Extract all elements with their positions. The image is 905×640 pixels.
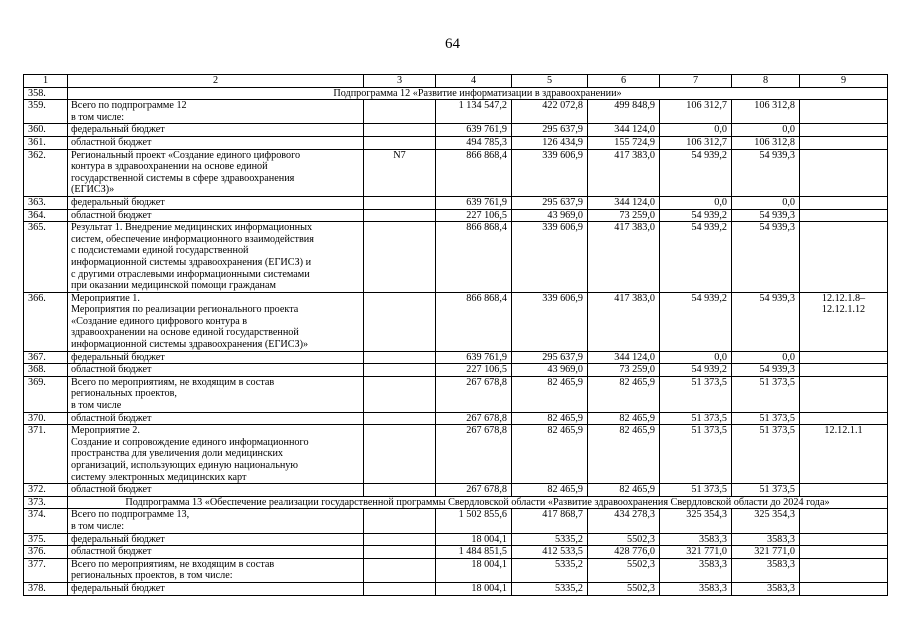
total-cell: 866 868,4 [436, 222, 512, 293]
row-number: 366. [24, 292, 68, 351]
row-name-line: «Создание единого цифрового контура в [71, 315, 248, 327]
goal-code-cell [364, 376, 436, 412]
row-number: 370. [24, 412, 68, 425]
amount-cell: 0,0 [660, 196, 732, 209]
target-ref-cell [800, 136, 888, 149]
amount-cell: 51 373,5 [660, 425, 732, 484]
table-row [24, 509, 888, 533]
total-cell: 18 004,1 [436, 558, 512, 582]
goal-code-cell [364, 351, 436, 364]
total-cell: 1 484 851,5 [436, 546, 512, 559]
row-name-line: пространства для увеличения доли медицинских [71, 448, 284, 460]
amount-cell: 82 465,9 [588, 484, 660, 497]
amount-cell: 106 312,7 [660, 136, 732, 149]
column-header: 8 [732, 75, 800, 88]
row-number: 363. [24, 196, 68, 209]
target-ref-cell [800, 149, 888, 196]
row-name-line: здравоохранении на основе единой государственной [71, 327, 299, 339]
row-number: 358. [24, 87, 68, 100]
target-ref-cell [800, 222, 888, 293]
table-row [24, 100, 888, 124]
amount-cell: 434 278,3 [588, 509, 660, 533]
amount-cell: 82 465,9 [588, 376, 660, 412]
amount-cell: 51 373,5 [732, 412, 800, 425]
amount-cell: 51 373,5 [660, 376, 732, 412]
row-name [68, 558, 364, 582]
goal-code-cell [364, 209, 436, 222]
amount-cell: 344 124,0 [588, 196, 660, 209]
column-header: 3 [364, 75, 436, 88]
row-name-line: Всего по мероприятиям, не входящим в состав [71, 376, 275, 388]
amount-cell: 82 465,9 [512, 484, 588, 497]
amount-cell: 3583,3 [660, 558, 732, 582]
amount-cell: 0,0 [732, 196, 800, 209]
total-cell: 639 761,9 [436, 196, 512, 209]
row-number: 364. [24, 209, 68, 222]
amount-cell: 51 373,5 [660, 484, 732, 497]
amount-cell: 0,0 [660, 124, 732, 137]
total-cell: 866 868,4 [436, 149, 512, 196]
row-name-line: Мероприятие 1. [71, 292, 140, 304]
amount-cell: 43 969,0 [512, 364, 588, 377]
total-cell: 227 106,5 [436, 364, 512, 377]
total-cell: 267 678,8 [436, 376, 512, 412]
amount-cell: 54 939,2 [660, 149, 732, 196]
amount-cell: 428 776,0 [588, 546, 660, 559]
amount-cell: 82 465,9 [512, 412, 588, 425]
row-number: 375. [24, 533, 68, 546]
target-ref-cell [800, 196, 888, 209]
row-name-line: Всего по мероприятиям, не входящим в состав [71, 558, 275, 570]
total-cell: 866 868,4 [436, 292, 512, 351]
goal-code-cell: N7 [364, 149, 436, 196]
row-name-line: областной бюджет [71, 412, 152, 424]
row-number: 360. [24, 124, 68, 137]
target-ref-cell [800, 351, 888, 364]
goal-code-cell [364, 425, 436, 484]
target-ref-cell [800, 376, 888, 412]
row-name [68, 509, 364, 533]
amount-cell: 0,0 [732, 351, 800, 364]
row-name-line: областной бюджет [71, 546, 152, 558]
row-name-line: Мероприятия по реализации регионального проекта [71, 304, 299, 316]
table-row [24, 351, 888, 364]
row-name-line: федеральный бюджет [71, 582, 165, 594]
amount-cell: 339 606,9 [512, 149, 588, 196]
table-row [24, 412, 888, 425]
row-number: 369. [24, 376, 68, 412]
amount-cell: 106 312,8 [732, 100, 800, 124]
total-cell: 267 678,8 [436, 412, 512, 425]
target-ref-cell [800, 558, 888, 582]
section-row [24, 87, 888, 100]
goal-code-cell [364, 364, 436, 377]
amount-cell: 417 383,0 [588, 222, 660, 293]
row-name-line: Мероприятие 2. [71, 425, 140, 437]
row-name-line: областной бюджет [71, 209, 152, 221]
row-number: 371. [24, 425, 68, 484]
budget-table [23, 74, 888, 596]
row-name-line: Создание и сопровождение единого информационного [71, 436, 309, 448]
table-row [24, 196, 888, 209]
amount-cell: 82 465,9 [512, 376, 588, 412]
amount-cell: 3583,3 [660, 533, 732, 546]
amount-cell: 412 533,5 [512, 546, 588, 559]
table-row [24, 292, 888, 351]
amount-cell: 417 868,7 [512, 509, 588, 533]
table-row [24, 533, 888, 546]
row-number: 359. [24, 100, 68, 124]
section-title: Подпрограмма 12 «Развитие информатизации в здравоохранении» [68, 87, 888, 100]
amount-cell: 325 354,3 [732, 509, 800, 533]
row-number: 374. [24, 509, 68, 533]
target-ref-cell [800, 533, 888, 546]
row-name [68, 196, 364, 209]
row-name-line: (ЕГИСЗ)» [71, 184, 115, 196]
amount-cell: 417 383,0 [588, 149, 660, 196]
amount-cell: 73 259,0 [588, 364, 660, 377]
goal-code-cell [364, 100, 436, 124]
amount-cell: 155 724,9 [588, 136, 660, 149]
amount-cell: 54 939,2 [660, 222, 732, 293]
row-number: 367. [24, 351, 68, 364]
target-ref-cell [800, 100, 888, 124]
amount-cell: 5502,3 [588, 533, 660, 546]
total-cell: 494 785,3 [436, 136, 512, 149]
row-name-line: федеральный бюджет [71, 124, 165, 136]
row-name-line: Всего по подпрограмме 12 [71, 100, 187, 112]
column-header: 7 [660, 75, 732, 88]
goal-code-cell [364, 196, 436, 209]
row-name [68, 222, 364, 293]
amount-cell: 344 124,0 [588, 351, 660, 364]
row-name-line: в том числе: [71, 111, 125, 123]
table-row [24, 136, 888, 149]
goal-code-cell [364, 509, 436, 533]
amount-cell: 3583,3 [660, 582, 732, 595]
goal-code-cell [364, 292, 436, 351]
amount-cell: 54 939,3 [732, 292, 800, 351]
row-name [68, 136, 364, 149]
amount-cell: 5335,2 [512, 558, 588, 582]
amount-cell: 51 373,5 [732, 425, 800, 484]
row-number: 365. [24, 222, 68, 293]
amount-cell: 54 939,3 [732, 222, 800, 293]
amount-cell: 344 124,0 [588, 124, 660, 137]
target-ref-line: 12.12.1.1 [824, 425, 863, 437]
row-name [68, 124, 364, 137]
amount-cell: 325 354,3 [660, 509, 732, 533]
amount-cell: 73 259,0 [588, 209, 660, 222]
goal-code-cell [364, 582, 436, 595]
target-ref-line: 12.12.1.12 [821, 304, 866, 316]
row-number: 377. [24, 558, 68, 582]
row-number: 372. [24, 484, 68, 497]
total-cell: 227 106,5 [436, 209, 512, 222]
amount-cell: 3583,3 [732, 558, 800, 582]
amount-cell: 339 606,9 [512, 222, 588, 293]
amount-cell: 0,0 [732, 124, 800, 137]
column-header: 6 [588, 75, 660, 88]
amount-cell: 295 637,9 [512, 351, 588, 364]
table-header-row [24, 75, 888, 88]
amount-cell: 3583,3 [732, 582, 800, 595]
total-cell: 639 761,9 [436, 351, 512, 364]
row-name-line: организаций, использующих единую национальную [71, 460, 298, 471]
table-row [24, 425, 888, 484]
row-number: 378. [24, 582, 68, 595]
table-row [24, 149, 888, 196]
table-row [24, 582, 888, 595]
column-header: 9 [800, 75, 888, 88]
table-row [24, 124, 888, 137]
amount-cell: 54 939,3 [732, 149, 800, 196]
page-number: 64 [445, 36, 460, 52]
total-cell: 1 502 855,6 [436, 509, 512, 533]
amount-cell: 82 465,9 [512, 425, 588, 484]
amount-cell: 106 312,8 [732, 136, 800, 149]
total-cell: 267 678,8 [436, 425, 512, 484]
goal-code-cell [364, 222, 436, 293]
goal-code-cell [364, 546, 436, 559]
row-name-line: с подсистемами единой государственной [71, 245, 249, 257]
row-name-line: региональных проектов, в том числе: [71, 570, 233, 582]
row-name-line: федеральный бюджет [71, 533, 165, 545]
row-name [68, 100, 364, 124]
row-name-line: Всего по подпрограмме 13, [71, 509, 190, 521]
row-name-line: областной бюджет [71, 136, 152, 148]
column-header: 1 [24, 75, 68, 88]
amount-cell: 126 434,9 [512, 136, 588, 149]
row-name-line: систем, обеспечение информационного взаимодействия [71, 233, 314, 245]
row-name-line: информационной системы здравоохранения (ЕГИСЗ) и [71, 256, 312, 268]
goal-code-cell [364, 484, 436, 497]
target-ref-cell [800, 364, 888, 377]
row-name-line: федеральный бюджет [71, 196, 165, 208]
row-name [68, 412, 364, 425]
total-cell: 267 678,8 [436, 484, 512, 497]
amount-cell: 54 939,2 [660, 292, 732, 351]
amount-cell: 82 465,9 [588, 425, 660, 484]
row-name-line: при оказании медицинской помощи гражданам [71, 280, 276, 292]
amount-cell: 422 072,8 [512, 100, 588, 124]
amount-cell: 5502,3 [588, 582, 660, 595]
amount-cell: 499 848,9 [588, 100, 660, 124]
table-row [24, 376, 888, 412]
row-number: 376. [24, 546, 68, 559]
row-name [68, 351, 364, 364]
total-cell: 18 004,1 [436, 533, 512, 546]
amount-cell: 295 637,9 [512, 196, 588, 209]
amount-cell: 3583,3 [732, 533, 800, 546]
total-cell: 1 134 547,2 [436, 100, 512, 124]
table-row [24, 222, 888, 293]
row-name-line: с другими отраслевыми информационными системами [71, 268, 310, 280]
section-title: Подпрограмма 13 «Обеспечение реализации государственной программы Свердловской области «Развитие здравоохранения Свердловской области до 2024 года» [68, 496, 888, 509]
amount-cell: 82 465,9 [588, 412, 660, 425]
column-header: 5 [512, 75, 588, 88]
amount-cell: 106 312,7 [660, 100, 732, 124]
amount-cell: 54 939,2 [660, 209, 732, 222]
table-row [24, 364, 888, 377]
target-ref-cell [800, 484, 888, 497]
goal-code-cell [364, 558, 436, 582]
amount-cell: 54 939,2 [660, 364, 732, 377]
row-number: 368. [24, 364, 68, 377]
table-row [24, 558, 888, 582]
row-name [68, 364, 364, 377]
row-name-line: информационной системы здравоохранения (ЕГИСЗ)» [71, 339, 309, 351]
row-name-line: федеральный бюджет [71, 351, 165, 363]
table-row [24, 484, 888, 497]
row-number: 361. [24, 136, 68, 149]
row-name [68, 425, 364, 484]
row-name [68, 533, 364, 546]
total-cell: 639 761,9 [436, 124, 512, 137]
section-row [24, 496, 888, 509]
amount-cell: 5335,2 [512, 582, 588, 595]
amount-cell: 321 771,0 [732, 546, 800, 559]
column-header: 4 [436, 75, 512, 88]
target-ref-cell [800, 582, 888, 595]
goal-code-cell [364, 412, 436, 425]
goal-code-cell [364, 533, 436, 546]
amount-cell: 295 637,9 [512, 124, 588, 137]
row-name [68, 582, 364, 595]
amount-cell: 0,0 [660, 351, 732, 364]
row-number: 362. [24, 149, 68, 196]
goal-code-cell [364, 136, 436, 149]
target-ref-cell [800, 546, 888, 559]
amount-cell: 417 383,0 [588, 292, 660, 351]
row-name-line: систему электронных медицинских карт [71, 471, 247, 483]
row-name-line: Результат 1. Внедрение медицинских информационных [71, 222, 313, 234]
total-cell: 18 004,1 [436, 582, 512, 595]
amount-cell: 5335,2 [512, 533, 588, 546]
row-name-line: Региональный проект «Создание единого цифрового [71, 149, 301, 161]
row-name [68, 292, 364, 351]
target-ref-line: 12.12.1.8– [821, 292, 866, 304]
amount-cell: 54 939,3 [732, 209, 800, 222]
row-name-line: региональных проектов, [71, 388, 177, 400]
row-name-line: контура в здравоохранении на основе единой [71, 161, 268, 173]
amount-cell: 51 373,5 [732, 484, 800, 497]
amount-cell: 321 771,0 [660, 546, 732, 559]
column-header: 2 [68, 75, 364, 88]
amount-cell: 54 939,3 [732, 364, 800, 377]
table-row [24, 546, 888, 559]
row-name-line: государственной системы в сфере здравоохранения [71, 172, 295, 184]
row-name-line: областной бюджет [71, 484, 152, 496]
target-ref-cell [800, 412, 888, 425]
target-ref-cell [800, 425, 888, 484]
row-name [68, 484, 364, 497]
amount-cell: 339 606,9 [512, 292, 588, 351]
target-ref-cell [800, 209, 888, 222]
row-name [68, 376, 364, 412]
amount-cell: 43 969,0 [512, 209, 588, 222]
row-name-line: областной бюджет [71, 364, 152, 376]
amount-cell: 5502,3 [588, 558, 660, 582]
row-name [68, 149, 364, 196]
amount-cell: 51 373,5 [660, 412, 732, 425]
row-name [68, 209, 364, 222]
target-ref-cell [800, 509, 888, 533]
goal-code-cell [364, 124, 436, 137]
target-ref-cell [800, 292, 888, 351]
target-ref-cell [800, 124, 888, 137]
row-name [68, 546, 364, 559]
row-name-line: в том числе [71, 400, 122, 412]
row-number: 373. [24, 496, 68, 509]
row-name-line: в том числе: [71, 520, 125, 532]
amount-cell: 51 373,5 [732, 376, 800, 412]
table-row [24, 209, 888, 222]
